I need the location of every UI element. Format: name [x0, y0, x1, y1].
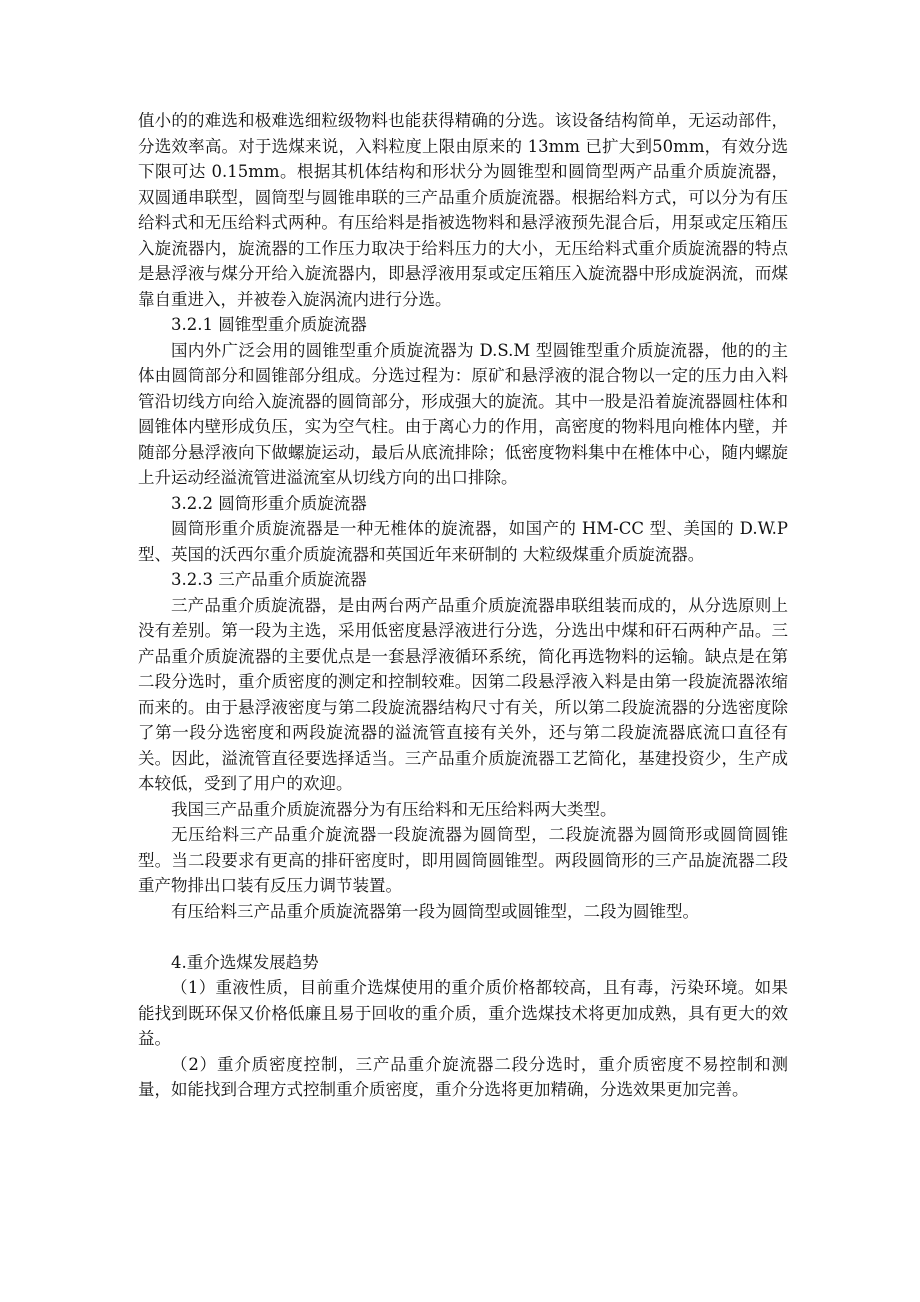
section-heading-4: 4.重介选煤发展趋势 — [171, 952, 319, 972]
paragraph-trend-density-control: （2）重介质密度控制，三产品重介旋流器二段分选时，重介质密度不易控制和测量，如能找到合理方式控制重介质密度，重介分选将更加精确，分选效果更加完善。 — [138, 1054, 788, 1099]
paragraph-trend-heavy-liquid: （1）重液性质，目前重介选煤使用的重介质价格都较高，且有毒，污染环境。如果能找到既环保又价格低廉且易于回收的重介质，重介选煤技术将更加成熟，具有更大的效益。 — [138, 978, 788, 1048]
section-heading-3-2-1: 3.2.1 圆锥型重介质旋流器 — [171, 315, 367, 334]
paragraph-cyclone-overview: 值小的的难选和极难选细粒级物料也能获得精确的分选。该设备结构简单，无运动部件，分选效率高。对于选煤来说，入料粒度上限由原来的 13mm 已扩大到50mm，有效分选下限可达 0.15mm。根据其机体结构和形状分为圆锥型和圆筒型两产品重介质旋流器，双圆通串联型，圆筒型与圆锥串联的三产品重介质旋流器。根据给料方式，可以分为有压给料式和无压给料式两种。有压给料是指被选物料和悬浮液预先混合后，用泵或定压箱压入旋流器内，旋流器的工作压力取决于给料压力的大小，无压给料式重介质旋流器的特点是悬浮液与煤分开给入旋流器内，即悬浮液用泵或定压箱压入旋流器中形成旋涡流，而煤靠自重进入，并被卷入旋涡流内进行分选。 — [138, 111, 788, 309]
section-heading-3-2-2: 3.2.2 圆筒形重介质旋流器 — [171, 493, 367, 513]
blank-line — [138, 924, 788, 950]
section-heading-3-2-3: 3.2.3 三产品重介质旋流器 — [171, 570, 367, 589]
document-body — [138, 108, 788, 1103]
paragraph-cylindrical-cyclone: 圆筒形重介质旋流器是一种无椎体的旋流器，如国产的 HM-CC 型、美国的 D.W.P 型、英国的沃西尔重介质旋流器和英国近年来研制的 大粒级煤重介质旋流器。 — [138, 519, 788, 564]
paragraph-three-product-cyclone: 三产品重介质旋流器，是由两台两产品重介质旋流器串联组装而成的，从分选原则上没有差别。第一段为主选，采用低密度悬浮液进行分选，分选出中煤和矸石两种产品。三产品重介质旋流器的主要优点是一套悬浮液循环系统，简化再选物料的运输。缺点是在第二段分选时，重介质密度的测定和控制较难。因第二段悬浮液入料是由第一段旋流器浓缩而来的。由于悬浮液密度与第二段旋流器结构尺寸有关，所以第二段旋流器的分选密度除了第一段分选密度和两段旋流器的溢流管直接有关外，还与第二段旋流器底流口直径有关。因此，溢流管直径要选择适当。三产品重介质旋流器工艺简化，基建投资少，生产成本较低，受到了用户的欢迎。 — [138, 595, 788, 793]
paragraph-unpressurized-feed: 无压给料三产品重介旋流器一段旋流器为圆筒型，二段旋流器为圆筒形或圆筒圆锥型。当二段要求有更高的排矸密度时，即用圆筒圆锥型。两段圆筒形的三产品旋流器二段重产物排出口装有反压力调节装置。 — [138, 825, 788, 895]
paragraph-conical-cyclone: 国内外广泛会用的圆锥型重介质旋流器为 D.S.M 型圆锥型重介质旋流器，他的的主体由圆筒部分和圆锥部分组成。分选过程为：原矿和悬浮液的混合物以一定的压力由入料管沿切线方向给入旋流器的圆筒部分，形成强大的旋流。其中一股是沿着旋流器圆柱体和圆锥体内壁形成负压，实为空气柱。由于离心力的作用，高密度的物料甩向椎体内壁，并随部分悬浮液向下做螺旋运动，最后从底流排除；低密度物料集中在椎体中心，随内螺旋上升运动经溢流管进溢流室从切线方向的出口排除。 — [138, 340, 788, 487]
paragraph-pressurized-feed: 有压给料三产品重介质旋流器第一段为圆筒型或圆锥型，二段为圆锥型。 — [171, 901, 699, 921]
paragraph-three-product-types: 我国三产品重介质旋流器分为有压给料和无压给料两大类型。 — [171, 799, 617, 819]
